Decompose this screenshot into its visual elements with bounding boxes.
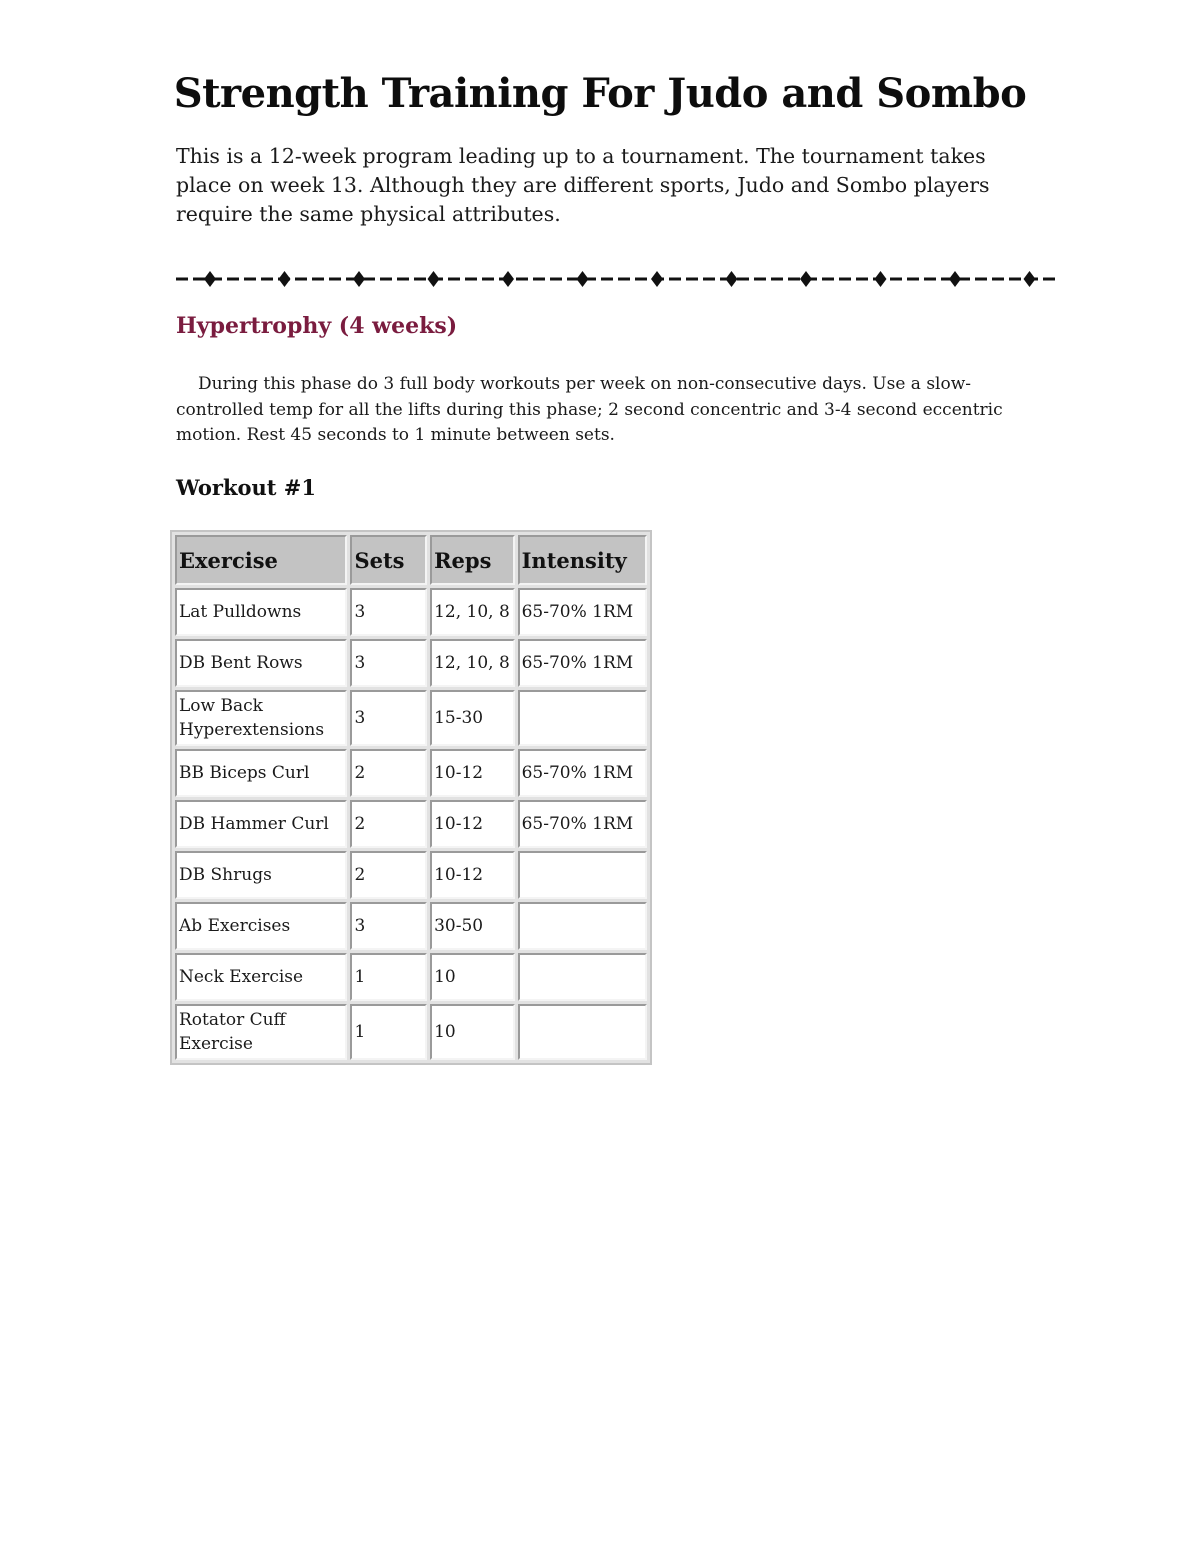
cell-intensity — [518, 690, 647, 746]
cell-reps: 10-12 — [430, 851, 515, 899]
divider-diamond — [875, 271, 887, 287]
divider-diamond — [726, 271, 738, 287]
cell-sets: 3 — [350, 690, 427, 746]
section-heading: Hypertrophy (4 weeks) — [176, 313, 458, 339]
cell-intensity — [518, 902, 647, 950]
cell-sets: 3 — [350, 588, 427, 636]
table-header-row — [175, 535, 647, 585]
divider-diamond — [800, 271, 812, 287]
cell-exercise: Rotator Cuff Exercise — [175, 1004, 347, 1060]
cell-sets: 2 — [350, 851, 427, 899]
table-row — [175, 851, 647, 899]
divider-diamond — [428, 271, 440, 287]
cell-exercise: DB Bent Rows — [175, 639, 347, 687]
cell-reps: 15-30 — [430, 690, 515, 746]
column-header-intensity: Intensity — [518, 535, 647, 585]
phase-description — [176, 372, 1008, 449]
cell-intensity — [518, 1004, 647, 1060]
table-row — [175, 690, 647, 746]
table-row — [175, 749, 647, 797]
cell-exercise: DB Hammer Curl — [175, 800, 347, 848]
cell-intensity: 65-70% 1RM — [518, 639, 647, 687]
cell-sets: 2 — [350, 800, 427, 848]
cell-sets: 3 — [350, 902, 427, 950]
cell-exercise: Ab Exercises — [175, 902, 347, 950]
cell-intensity — [518, 851, 647, 899]
table-row — [175, 639, 647, 687]
column-header-exercise: Exercise — [175, 535, 347, 585]
cell-intensity: 65-70% 1RM — [518, 749, 647, 797]
cell-exercise: Lat Pulldowns — [175, 588, 347, 636]
cell-reps: 12, 10, 8 — [430, 588, 515, 636]
cell-intensity — [518, 953, 647, 1001]
cell-reps: 10 — [430, 1004, 515, 1060]
divider-diamond — [502, 271, 514, 287]
cell-sets: 1 — [350, 1004, 427, 1060]
divider-diamond — [651, 271, 663, 287]
divider-diamond — [577, 271, 589, 287]
cell-sets: 3 — [350, 639, 427, 687]
cell-reps: 30-50 — [430, 902, 515, 950]
phase-description-text: During this phase do 3 full body workouts per week on non-consecutive days. Use a slow-controlled temp for all the lifts during this phase; 2 second concentric and 3-4 second eccentric motion. Rest 45 seconds to 1 minute between sets. — [176, 374, 1003, 445]
table-row — [175, 1004, 647, 1060]
divider-diamond — [1024, 271, 1036, 287]
cell-reps: 10 — [430, 953, 515, 1001]
column-header-reps: Reps — [430, 535, 515, 585]
cell-sets: 2 — [350, 749, 427, 797]
cell-intensity: 65-70% 1RM — [518, 800, 647, 848]
divider-diamond — [204, 271, 216, 287]
divider-diamond — [353, 271, 365, 287]
cell-sets: 1 — [350, 953, 427, 1001]
column-header-sets: Sets — [350, 535, 427, 585]
divider-diamond — [279, 271, 291, 287]
table-row — [175, 902, 647, 950]
table-row — [175, 953, 647, 1001]
cell-exercise: DB Shrugs — [175, 851, 347, 899]
cell-reps: 10-12 — [430, 749, 515, 797]
page-title: Strength Training For Judo and Sombo — [173, 70, 1027, 117]
cell-intensity: 65-70% 1RM — [518, 588, 647, 636]
cell-reps: 10-12 — [430, 800, 515, 848]
workout-table — [170, 530, 652, 1065]
workout-heading: Workout #1 — [176, 475, 316, 500]
table-row — [175, 800, 647, 848]
decorative-divider — [176, 266, 1060, 292]
cell-exercise: BB Biceps Curl — [175, 749, 347, 797]
cell-exercise: Neck Exercise — [175, 953, 347, 1001]
table-row — [175, 588, 647, 636]
divider-diamond — [949, 271, 961, 287]
intro-paragraph: This is a 12-week program leading up to a tournament. The tournament takes place on week 13. Although they are different sports, Judo and Sombo players require the same physical attributes. — [176, 144, 990, 226]
cell-reps: 12, 10, 8 — [430, 639, 515, 687]
cell-exercise: Low Back Hyperextensions — [175, 690, 347, 746]
